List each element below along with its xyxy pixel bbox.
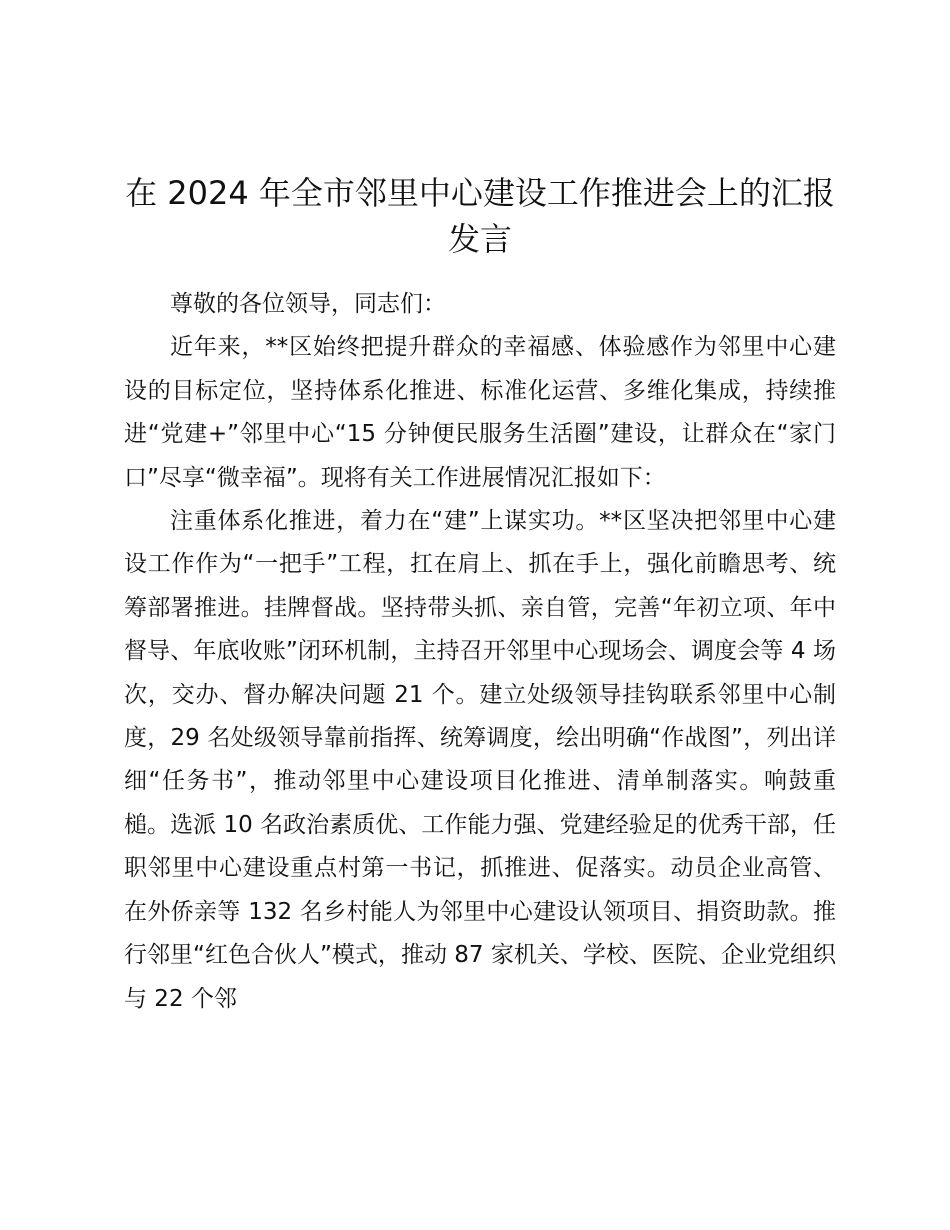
salutation-paragraph: 尊敬的各位领导，同志们： (170, 291, 446, 317)
intro-paragraph: 近年来，**区始终把提升群众的幸福感、体验感作为邻里中心建设的目标定位，坚持体系化推进、标准化运营、多维化集成，持续推进“党建+”邻里中心“15 分钟便民服务生活圈”建设，让群众在“家门口”尽享“微幸福”。现将有关工作进展情况汇报如下： (124, 334, 836, 491)
document-title: 在 2024 年全市邻里中心建设工作推进会上的汇报发言 (125, 174, 835, 258)
document-body (124, 283, 836, 1021)
section-paragraph: 注重体系化推进，着力在“建”上谋实功。**区坚决把邻里中心建设工作作为“一把手”工程，扛在肩上、抓在手上，强化前瞻思考、统筹部署推进。挂牌督战。坚持带头抓、亲自管，完善“年初立项、年中督导、年底收账”闭环机制，主持召开邻里中心现场会、调度会等 4 场次，交办、督办解决问题 21 个。建立处级领导挂钩联系邻里中心制度，29 名处级领导靠前指挥、统筹调度，绘出明确“作战图”，列出详细“任务书”，推动邻里中心建设项目化推进、清单制落实。响鼓重槌。选派 10 名政治素质优、工作能力强、党建经验足的优秀干部，任职邻里中心建设重点村第一书记，抓推进、促落实。动员企业高管、在外侨亲等 132 名乡村能人为邻里中心建设认领项目、捐资助款。推行邻里“红色合伙人”模式，推动 87 家机关、学校、医院、企业党组织与 22 个邻 (124, 508, 836, 1012)
